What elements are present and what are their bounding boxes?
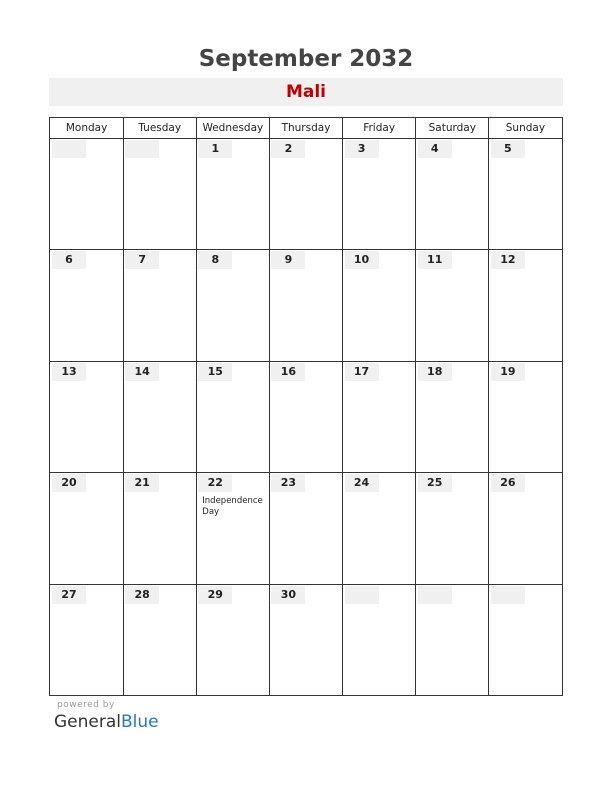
day-cell[interactable]: [50, 138, 123, 249]
day-number: 29: [198, 586, 232, 604]
day-number: 24: [345, 474, 379, 492]
day-number: 3: [345, 140, 379, 158]
calendar-grid: [49, 117, 563, 696]
day-number: 11: [418, 251, 452, 269]
day-number: 7: [125, 251, 159, 269]
weekday-header: Thursday: [281, 122, 331, 134]
day-cell[interactable]: [416, 472, 489, 583]
day-cell[interactable]: [489, 249, 562, 360]
day-cell[interactable]: [123, 138, 196, 249]
holiday-label: Independence Day: [202, 496, 263, 518]
day-number: 28: [125, 586, 159, 604]
day-cell[interactable]: [50, 472, 123, 583]
day-number: [52, 140, 86, 158]
day-number: 26: [491, 474, 525, 492]
day-cell[interactable]: [196, 472, 269, 583]
day-number: 17: [345, 363, 379, 381]
day-number: [491, 586, 525, 604]
day-cell[interactable]: [343, 361, 416, 472]
day-cell[interactable]: [416, 361, 489, 472]
day-cell[interactable]: [50, 361, 123, 472]
day-number: 2: [271, 140, 305, 158]
day-cell[interactable]: [269, 584, 342, 695]
day-cell[interactable]: [343, 249, 416, 360]
day-cell[interactable]: [123, 472, 196, 583]
day-cell[interactable]: [269, 472, 342, 583]
calendar-title: September 2032: [198, 46, 414, 72]
day-number: [125, 140, 159, 158]
day-number: 25: [418, 474, 452, 492]
day-cell[interactable]: [196, 584, 269, 695]
day-cell[interactable]: [489, 138, 562, 249]
weekday-header: Friday: [363, 122, 396, 134]
day-cell[interactable]: [123, 361, 196, 472]
generalblue-logo[interactable]: [54, 712, 159, 732]
day-number: [418, 586, 452, 604]
weekday-header: Wednesday: [202, 122, 264, 134]
day-cell[interactable]: [269, 361, 342, 472]
day-cell[interactable]: [196, 249, 269, 360]
weekday-header: Sunday: [505, 122, 546, 134]
day-cell[interactable]: [489, 584, 562, 695]
day-number: [345, 586, 379, 604]
day-number: 1: [198, 140, 232, 158]
country-banner: [49, 78, 563, 106]
day-cell[interactable]: [416, 249, 489, 360]
day-number: 15: [198, 363, 232, 381]
day-number: 4: [418, 140, 452, 158]
powered-by-label: powered by: [57, 700, 115, 710]
day-number: 30: [271, 586, 305, 604]
day-cell[interactable]: [343, 472, 416, 583]
day-cell[interactable]: [343, 138, 416, 249]
day-cell[interactable]: [50, 249, 123, 360]
day-cell[interactable]: [269, 138, 342, 249]
day-cell[interactable]: [489, 472, 562, 583]
day-cell[interactable]: [196, 138, 269, 249]
day-number: 21: [125, 474, 159, 492]
weekday-header-row: [50, 118, 562, 139]
day-number: 23: [271, 474, 305, 492]
day-number: 10: [345, 251, 379, 269]
day-number: 12: [491, 251, 525, 269]
weekday-header: Monday: [65, 122, 108, 134]
day-number: 19: [491, 363, 525, 381]
weekday-header: Saturday: [428, 122, 476, 134]
day-cell[interactable]: [416, 138, 489, 249]
day-cell[interactable]: [123, 249, 196, 360]
day-number: 5: [491, 140, 525, 158]
day-cell[interactable]: [416, 584, 489, 695]
day-number: 18: [418, 363, 452, 381]
day-cell[interactable]: [123, 584, 196, 695]
day-cell[interactable]: [50, 584, 123, 695]
day-number: 22: [198, 474, 232, 492]
day-number: 16: [271, 363, 305, 381]
day-number: 14: [125, 363, 159, 381]
day-cell[interactable]: [196, 361, 269, 472]
brand-general-text: General: [54, 712, 121, 732]
brand-blue-text: Blue: [121, 712, 159, 732]
day-number: 27: [52, 586, 86, 604]
country-name: Mali: [285, 82, 327, 102]
day-number: 13: [52, 363, 86, 381]
day-cell[interactable]: [489, 361, 562, 472]
day-cell[interactable]: [343, 584, 416, 695]
day-cell[interactable]: [269, 249, 342, 360]
weekday-header: Tuesday: [138, 122, 182, 134]
day-number: 6: [52, 251, 86, 269]
day-number: 9: [271, 251, 305, 269]
day-number: 20: [52, 474, 86, 492]
day-number: 8: [198, 251, 232, 269]
